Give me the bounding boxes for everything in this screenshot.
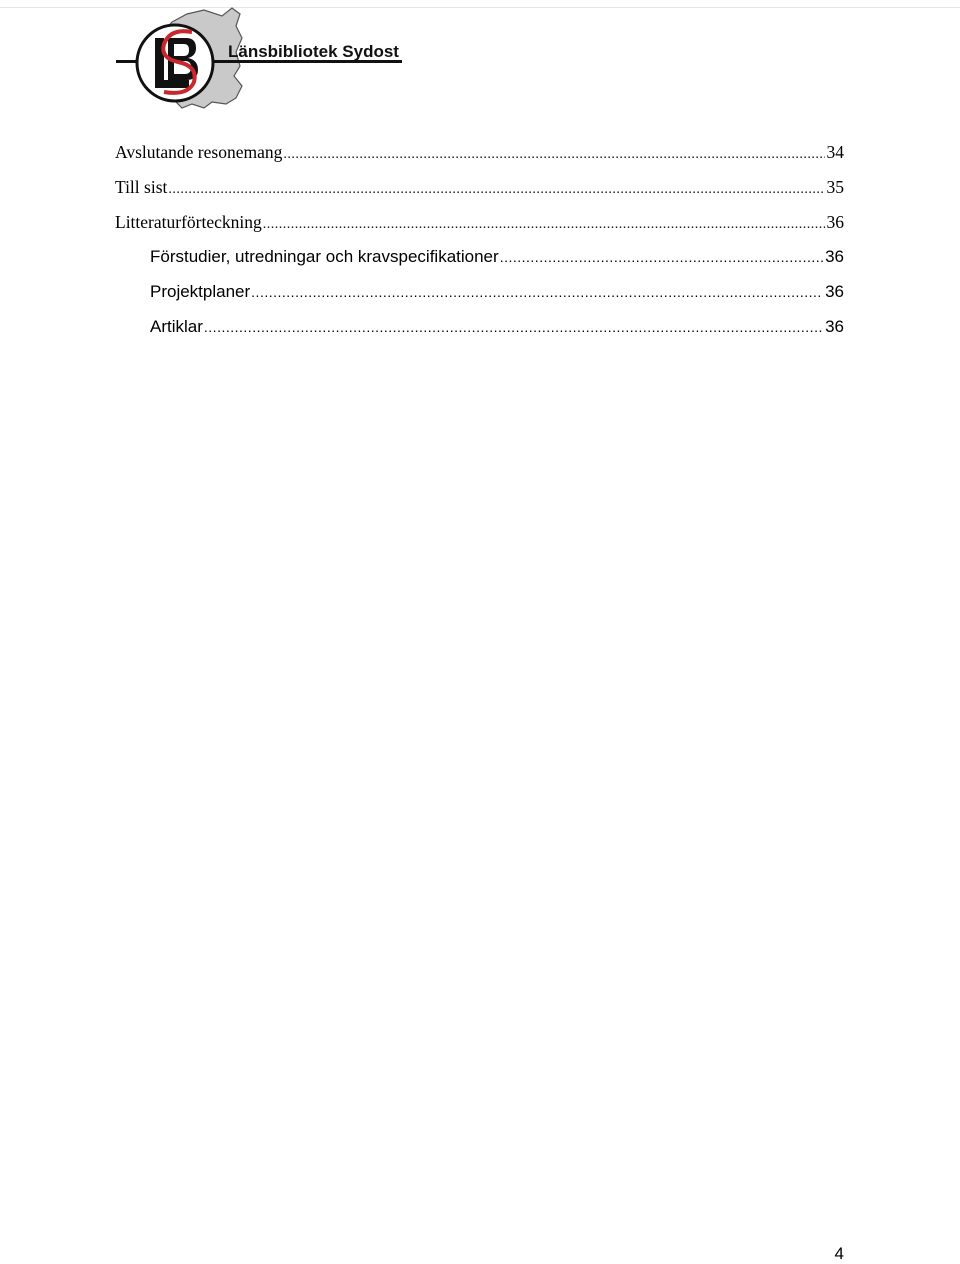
toc-subentry[interactable] (150, 282, 844, 306)
toc-dot-leader (251, 284, 823, 300)
toc-entry[interactable] (115, 177, 844, 201)
toc-entry-page: 36 (826, 212, 844, 232)
svg-text:Länsbibliotek Sydost: Länsbibliotek Sydost (228, 42, 399, 61)
lansbibliotek-logo (112, 4, 408, 116)
page-number: 4 (834, 1244, 844, 1263)
lbs-logo-icon (112, 4, 408, 116)
toc-dot-leader (500, 249, 823, 265)
toc-entry-title: Avslutande resonemang (115, 142, 283, 162)
toc-dot-leader (204, 319, 823, 335)
toc-entry[interactable] (115, 212, 844, 236)
toc-entry[interactable] (115, 142, 844, 166)
toc-subentry[interactable] (150, 317, 844, 341)
toc-entry-title: Till sist (115, 177, 168, 197)
toc-entry-page: 35 (826, 177, 844, 197)
toc-entry-page: 34 (826, 142, 844, 162)
toc-dot-leader (263, 217, 825, 233)
toc-entry-title: Projektplaner (150, 282, 251, 301)
toc-entry-title: Förstudier, utredningar och kravspecifikationer (150, 247, 499, 266)
toc-dot-leader (168, 182, 824, 198)
toc-entry-page: 36 (825, 317, 844, 336)
toc-entry-title: Litteraturförteckning (115, 212, 262, 232)
toc-subentry[interactable] (150, 247, 844, 271)
toc-entry-page: 36 (825, 247, 844, 266)
toc-dot-leader (283, 147, 824, 163)
toc-entry-page: 36 (825, 282, 844, 301)
toc-entry-title: Artiklar (150, 317, 203, 336)
